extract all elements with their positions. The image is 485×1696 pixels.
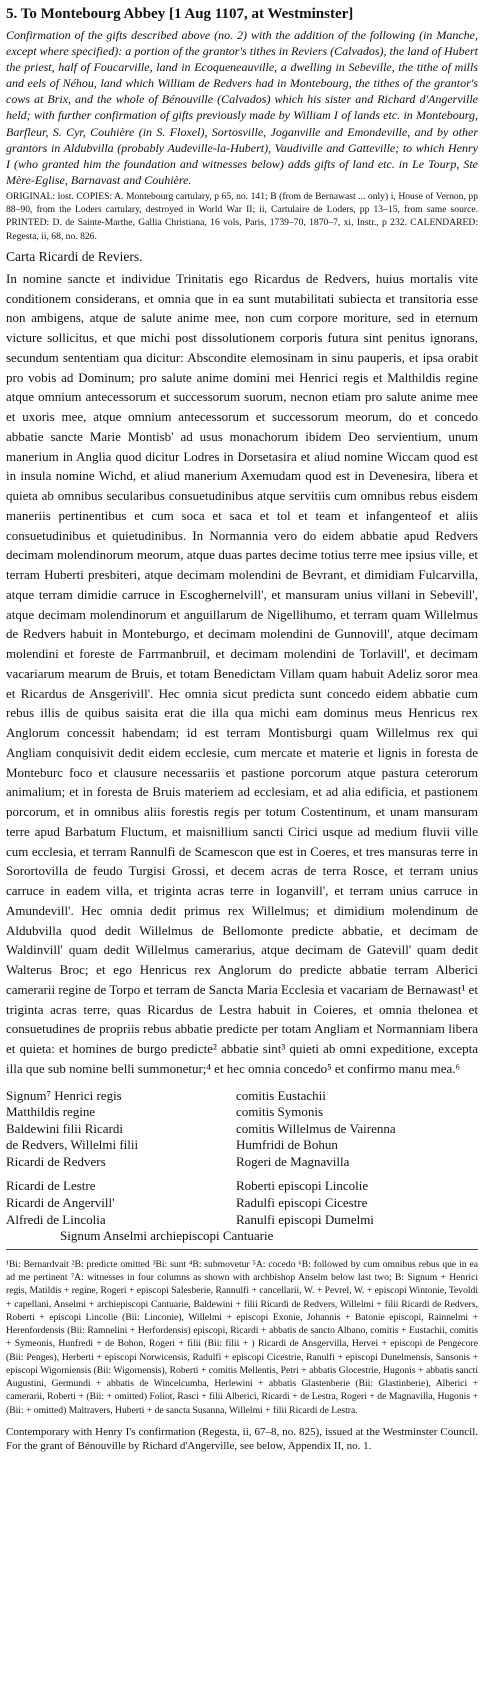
witness-left: Ricardi de Angervill' [6,1195,115,1211]
witness-gap [6,1170,236,1178]
witness-right: Roberti episcopi Lincolie [236,1178,369,1194]
footnote-rule [6,1249,478,1250]
witness-left: Alfredi de Lincolia [6,1211,106,1227]
witness-left: Signum⁷ Henrici regis [6,1087,122,1103]
document-summary: Confirmation of the gifts described above (no. 2) with the addition of the following (in Manche, except where specified): a portion of the grantor's tithes in Reviers (Calvados), the land of Hubert the priest, half of Foucarville, land in Ecoqueneauville, a dwelling in Sebeville, the tithe of mills and eels of Néhou, land which William de Redvers had in Montebourg, the tithes of the grantor's cows at Brix, and the whole of Bénouville (Calvados) which his sister and Richard d'Angerville held; with further confirmation of gifts previously made by William I of lands etc. in Montebourg, Barfleur, S. Cyr, Couhière (in S. Floxel), Sortosville, Joganville and Emondeville, and by other grantors in Aldubvilla (probably Audeville-la-Hubert), Vaudiville and Gatteville; to which Henry I (who granted him the foundation and witnesses below) adds gifts of land etc. in Le Tourp, Ste Mère-Eglise, Barnavast and Couhière. [6,28,478,187]
sources-paragraph: ORIGINAL: lost. COPIES: A. Montebourg cartulary, p 65, no. 141; B (from de Bernawast ... only) i, House of Vernon, pp 88–90, from the Loders cartulary, destroyed in World War II; ii, Cartulaire de Loders, pp 13–15, from same source. PRINTED: D. de Sainte-Marthe, Gallia Christiana, 16 vols, Paris, 1739–70, 1870–7, xi, Instr., p 232. CALENDARED: Regesta, ii, 68, no. 826. [6,190,478,242]
charter-title: Carta Ricardi de Reviers. [6,248,143,264]
anselm-signum: Signum Anselmi archiepiscopi Cantuarie [60,1228,274,1244]
witness-left: Matthildis regine [6,1104,96,1120]
contemporary-note: Contemporary with Henry I's confirmation (Regesta, ii, 67–8, no. 825), issued at the Westminster Council. For the grant of Bénouville by Richard d'Angerville, see below, Appendix II, no. 1. [6,1425,478,1453]
witness-right: comitis Eustachii [236,1087,326,1103]
witness-right: comitis Symonis [236,1104,324,1120]
witness-right: Ranulfi episcopi Dumelmi [236,1211,374,1227]
witness-right: Humfridi de Bohun [236,1137,338,1153]
witness-right: Rogeri de Magnavilla [236,1153,350,1169]
witness-right: comitis Willelmus de Vairenna [236,1120,396,1136]
witness-left: Ricardi de Redvers [6,1153,106,1169]
textual-notes: ¹Bi: Bernardvait ²B: predicte omitted ³Bi: sunt ⁴B: submovetur ⁵A: cocedo ⁶B: followed by cum omnibus rebus que in ea ad me pertinent ⁷A: witnesses in four columns as shown with archbishop Anselm below last two; B: Signum + Henrici regis, Matildis + regine, Rogeri + episcopi Salesberie, Rannulfi + cancellarii, W. + Pevrel, W. + episcopi Wintonie, Tevoldi + capellani, Anselmi + archiepiscopi Cantuarie, Baldewini + filii Ricardi de Redvers, Willelmi + filii Ricardi de Redvers, Roberti + episcopi Lincolie (Bii: Linconie), Willelmi + episcopi Exonie, Johannis + Batonie episcopi, Rainnelmi + Herenfordensis (Bii: Ramnelini + Herfordensis) episcopi, Ricardi + abbatis de sancto Albano, comitis + Eustachii, comitis + Symeonis, Hunfredi + de Bohon, Rogeri + filii (Bii: filii + ) Ricardi de Ansgervilla, Hervei + episcopi de Pengecore (Bii: Penges), Herberti + episcopi Norwicensis, Radulfi + episcopi Cicestrie, Ranulfi + episcopi Dunelmensis, Sansonis + episcopi Wigorniensis (Bii: Wigornensis), Roberti + comitis Mellentis, Petri + abbatis Glocestrie, Hugonis + abbatis sancti Augustini, Germundi + abbatis de Wincelcumba, Herlewini + abbatis Glastenberie (Bii: Glastinberie), Alberici + camerarii, Roberti + (Bii: + omitted) Foliot, Rasci + filii Alberici, Ricardi + de Lestra, Rogeri + de Magnavilla, Hugonis + (Bii: + omitted) Maltravers, Huberti + de sancta Susanna, Willelmi + filii Ricardi de Lestra. [6,1258,478,1416]
witness-list [6,1088,478,1229]
witness-left: Baldewini filii Ricardi [6,1120,123,1136]
witness-left: de Redvers, Willelmi filii [6,1137,139,1153]
charter-text: In nomine sancte et individue Trinitatis ego Ricardus de Redvers, huius mortalis vite conditionem considerans, et omnia que in ea sunt mutabilitati subiecta et transitoria esse non ambigens, atque de salute anime mee, non cum corpore moriture, sed in eternum victure sollicitus, et que michi post dissolutionem corporis futura sint penitus ignorans, secundum sententiam qua dicitur: Abscondite elemosinam in sinu pauperis, et ipsa orabit pro vobis ad Dominum; pro salute anime domini mei Henrici regis et Malthildis regine atque omnium antecessorum et successorum suorum, necnon etiam pro salute anime mee et uxoris mee, atque omnium antecessorum et successorum meorum, do et concedo abbatie sancte Marie Montisb' ad usus monachorum ibidem Deo servientium, unum manerium in Anglia quod dicitur Lodres in Dorsetasira et aliud nomine Wiccam quod est in insula nomine Wichd, et aliud manerium Axemudam quod est in Devenesira, libera et quieta ab omnibus secularibus consuetudinibus atque servitiis cum omnibus rebus eisdem maneriis pertinentibus et cum soca et saca et tol et team et infangenteof et aliis consuetudinibus et quietudinibus. In Normannia vero do eidem abbatie apud Redvers decimam molendinorum meorum, atque duas partes decime totius terre mee ipsius ville, et terram Huberti presbiteri, atque decimam molendini de Bevrant, et dimidiam Fulcarvilla, atque terram dimidie carruce in Escoghernelvill', et mansuram unius villani in Sebevill', atque decimam molendinorum et anguillarum de Nigellihumo, et terram quam Willelmus de Redvers habuit in Monteburgo, et decimam molendini de Gunnovill', atque decimam molendini et foreste de Farrmanbruil, et decimam molendini de Torlavill', et decimam vacariarum mearum de Bruis, et totam Benedictam Villam quam habuit Adeliz soror mea et Ricardus de Ansgerivill'. Hec omnia sicut predicta sunt concedo eidem abbatie cum rebus illis de quibus saisita erat die illa qua michi eam dominus meus Henricus rex Anglorum concessit habendam; id est terram Montisburgi quam Willelmus rex qui Angliam conquisivit dedit eidem ecclesie, cum mercate et materie et lignis in foresta de Monteburc foco et clausure necessariis et pastione porcorum atque pastura ceterorum animalium; et in foresta de Bruis materiem ad ecclesiam, et ad alia edificia, et pastionem porcorum, et in omnibus aliis forestis regis per totum Costentinum, et unam mansuram terre apud Barbatum Fluctum, et maisnillium sancti Cirici usque ad medium fluvii ville cum ecclesia, et terram Rannulfi de Scamescon que est in Coeres, et tres mansuras terre in Sorortovilla de feudo Turgisi Grossi, et decem acras de terra Rosce, et terram unius carruce in eadem villa, et triginta acras terre in Ioganvill', et terram unius carruce in Amundevill'. Hec omnia dedit primus rex Willelmus; et dimidium molendinum de Aldubvilla quod dedit Willelmus de Bellomonte predicte abbatie, et decimam de Waldinvill' quam dedit Willelmus camerarius, atque decimam de Gatevill' quam dedit Walterus Broc; et ego Henricus rex Anglorum do predicte abbatie terram Alberici camerarii regine de Torpo et terram de Sancta Maria Ecclesia et vacariam de Bernawast¹ et triginta acras terre, quas Ricardus de Lestra habuit in Coieres, et omnia thelonea et consuetudines de propriis rebus abbatie predicte per totam Angliam et Normanniam libera et quieta: et homines de burgo predicte² abbatie sint³ quieti ab omni expeditione, excepta illa que sub nomine belli summonetur;⁴ et hec omnia concedo⁵ et confirmo manu mea.⁶ [6,270,478,1076]
document-page [6,4,478,1454]
document-heading: 5. To Montebourg Abbey [1 Aug 1107, at Westminster] [6,6,354,22]
witness-left: Ricardi de Lestre [6,1178,96,1194]
witness-gap [236,1170,478,1178]
witness-right: Radulfi episcopi Cicestre [236,1195,368,1211]
